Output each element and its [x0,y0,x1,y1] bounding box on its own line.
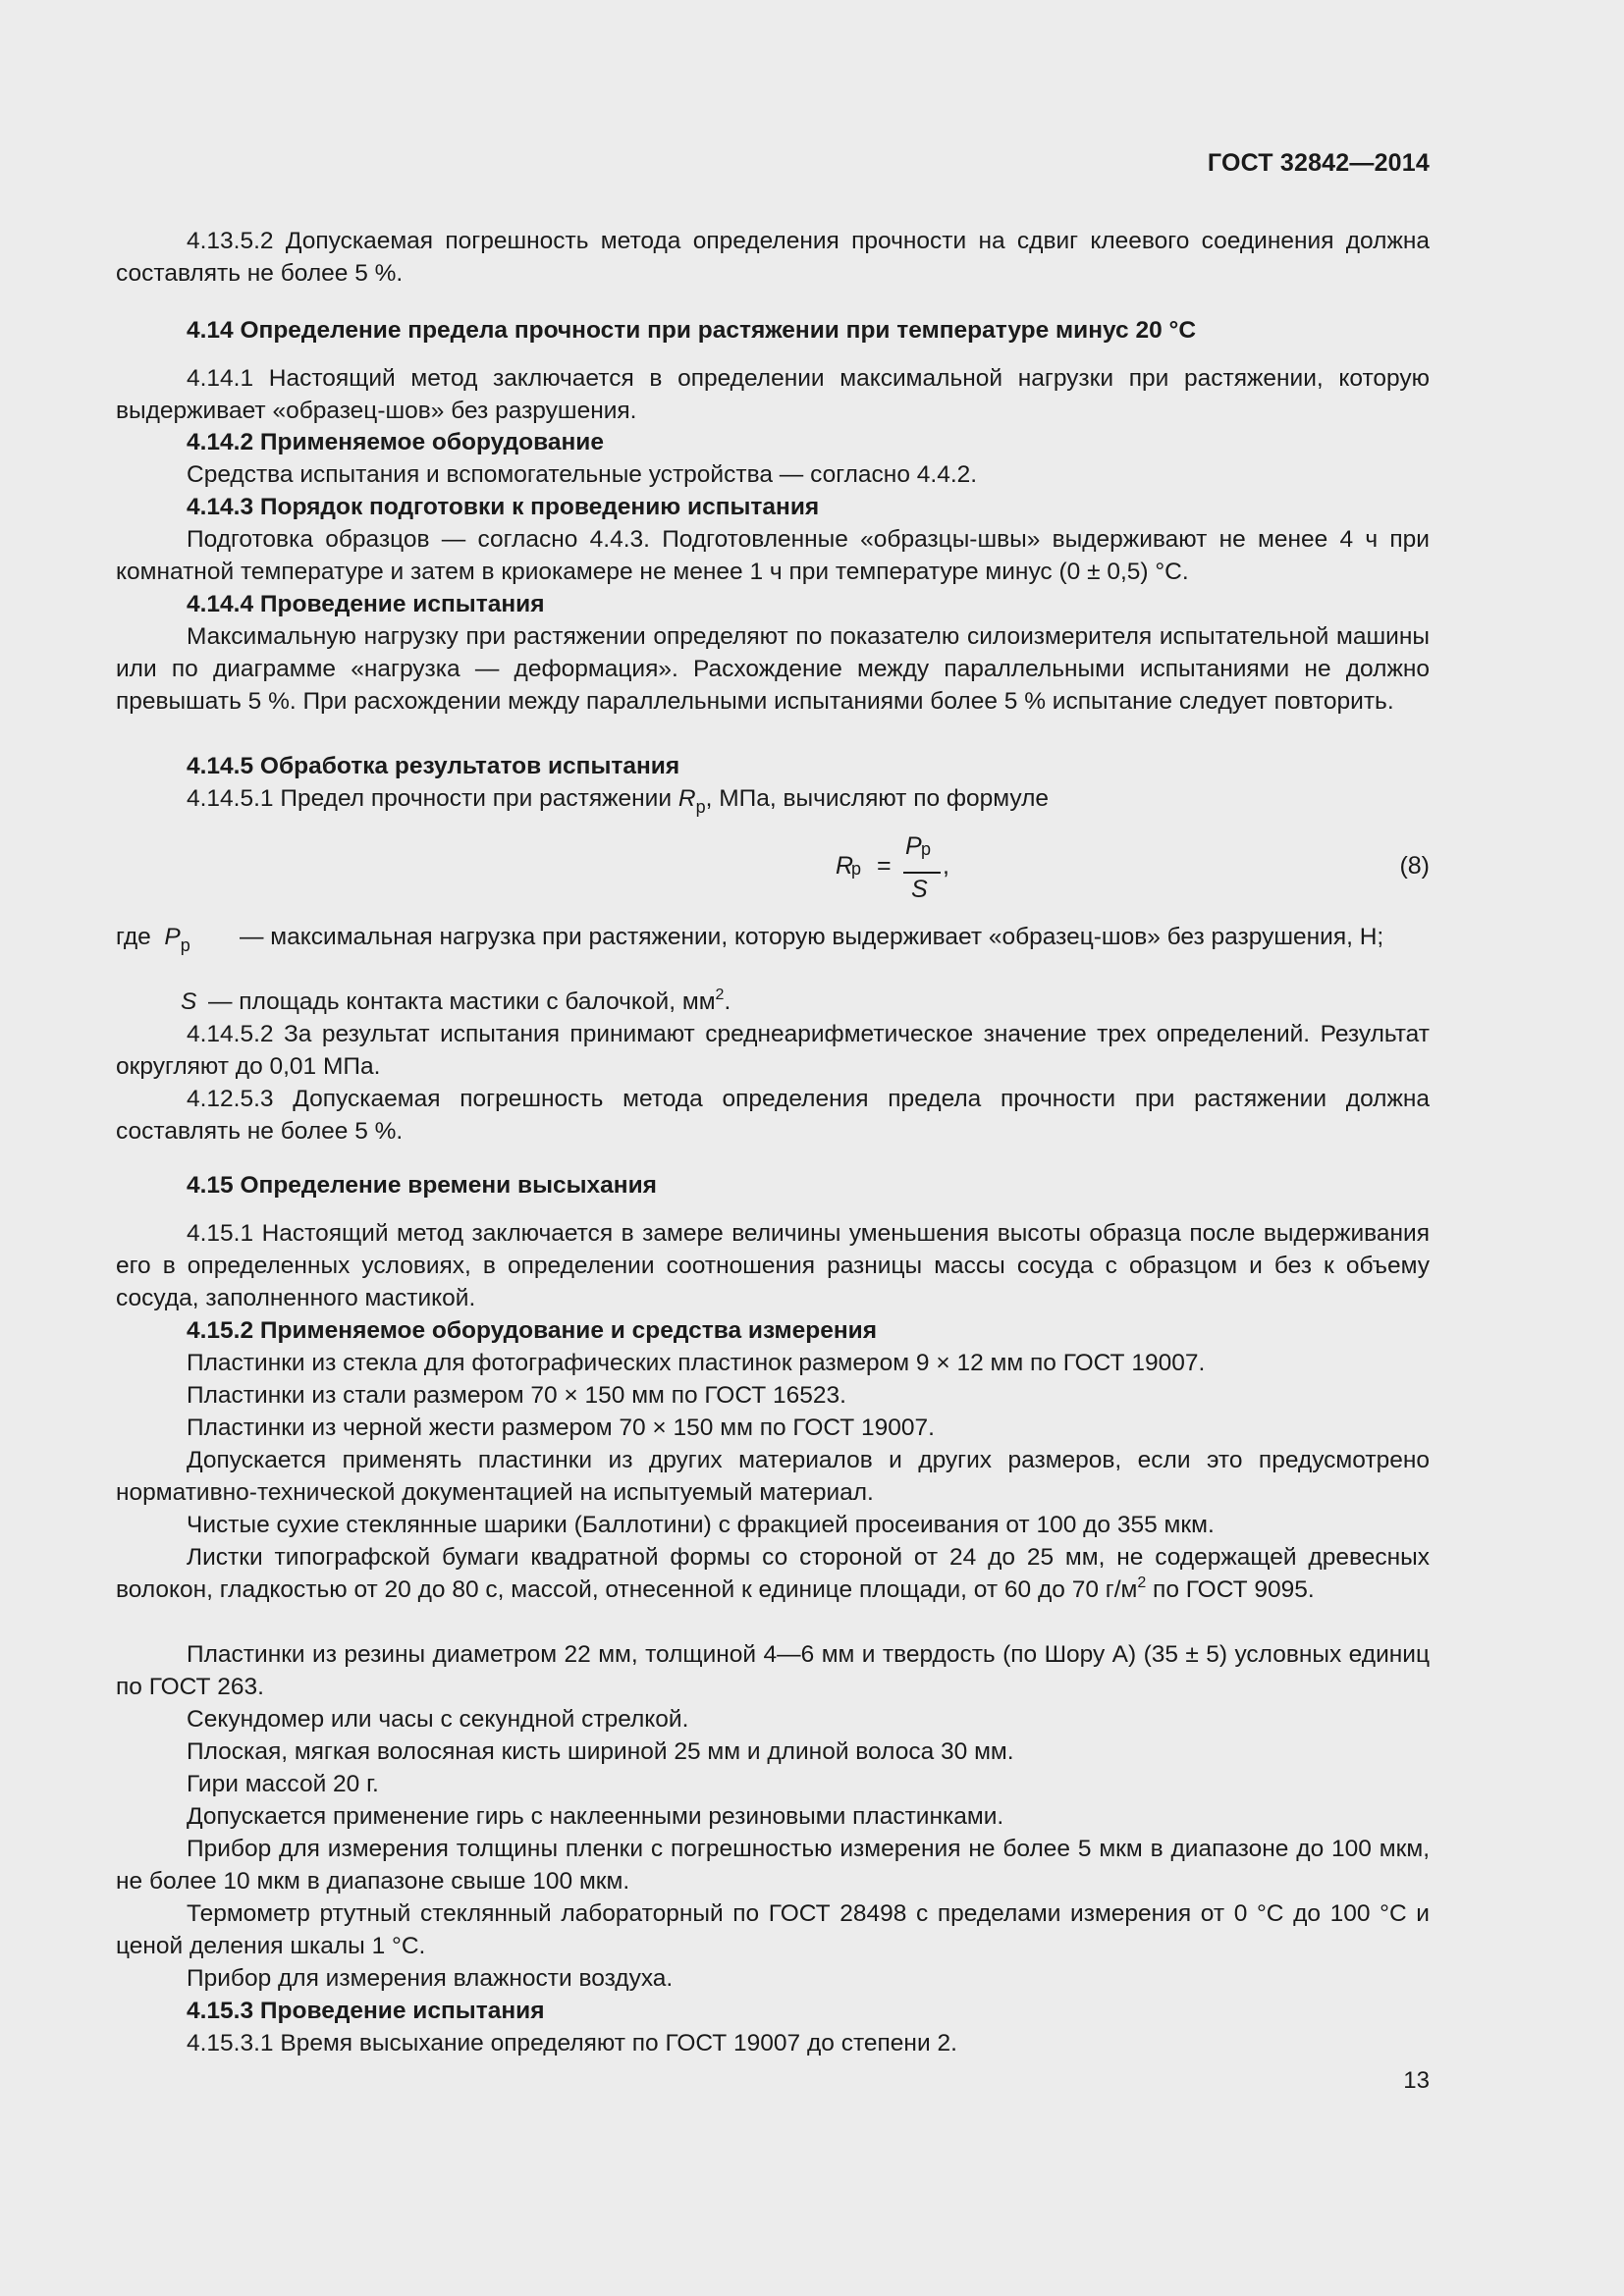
equipment-item-8: Секундомер или часы с секундной стрелкой. [187,1706,689,1733]
equipment-item-6: Листки типографской бумаги квадратной формы со стороной от 24 до 25 мм, не содержащей древесных волокон, гладкостью от 20 до 80 с, массой, отнесенной к единице площади, от 60 до 70 $г/м^2$ по ГОСТ 9095. [116,1544,1430,1603]
paragraph-4-14-4: Максимальную нагрузку при растяжении определяют по показателю силоизмерителя испытательной машины или по диаграмме «нагрузка — деформация». Расхождение между параллельными испытаниями не должно превышать 5 %. При расхождении между параллельными испытаниями более 5 % испытание следует повторить. [116,623,1430,715]
where-s-text: — площадь контакта мастики с балочкой, мм [208,988,716,1015]
where-s-var: S [181,988,197,1015]
standard-header: ГОСТ 32842—2014 [1207,149,1430,177]
where-p-var: P [164,924,181,950]
page-number: 13 [1403,2067,1430,2094]
formula-trailing-comma: , [943,852,949,880]
formula-den-var: S [911,876,928,903]
where-s-sup: 2 [715,987,725,1003]
where-p-sub: р [180,935,190,955]
paragraph-4-15-3-1: 4.15.3.1 Время высыхание определяют по ГОСТ 19007 до степени 2. [187,2030,957,2056]
paragraph-4-15-1: 4.15.1 Настоящий метод заключается в замере величины уменьшения высоты образца после выдерживания его в определенных условиях, в определении соотношения разницы массы сосуда с образцом и без к объему сосуда, заполненного мастикой. [116,1220,1430,1311]
formula-num-sub: р [921,839,932,859]
subheading-4-15-3: 4.15.3 Проведение испытания [187,1998,545,2024]
section-heading-4-15: 4.15 Определение времени высыхания [187,1172,657,1199]
subheading-4-14-2: 4.14.2 Применяемое оборудование [187,429,604,455]
equipment-item-1: Пластинки из стекла для фотографических пластинок размером 9 × 12 мм по ГОСТ 19007. [187,1350,1206,1376]
where-p [116,921,1430,953]
equipment-item-11: Допускается применение гирь с наклеенными резиновыми пластинками. [187,1803,1004,1830]
equipment-item-5: Чистые сухие стеклянные шарики (Баллотини) с фракцией просеивания от 100 до 355 мкм. [187,1512,1215,1538]
equipment-item-14: Прибор для измерения влажности воздуха. [187,1965,674,1992]
where-p-text: — максимальная нагрузка при растяжении, которую выдерживает «образец-шов» без разрушения, Н; [240,924,1384,950]
formula-lhs-var: R [836,852,854,880]
equipment-item-10: Гири массой 20 г. [187,1771,379,1797]
paragraph-4-13-5-2: 4.13.5.2 Допускаемая погрешность метода определения прочности на сдвиг клеевого соединения должна составлять не более 5 %. [116,228,1430,287]
where-word: где [116,924,151,950]
subheading-4-14-3: 4.14.3 Порядок подготовки к проведению испытания [187,494,820,520]
paragraph-4-14-5-1: 4.14.5.1 Предел прочности при растяжении $R_р$, МПа, вычисляют по формуле [187,785,1050,817]
fraction-bar [903,872,941,874]
equipment-item-4: Допускается применять пластинки из других материалов и других размеров, если это предусмотрено нормативно-технической документацией на испытуемый материал. [116,1447,1430,1506]
paragraph-4-12-5-3: 4.12.5.3 Допускаемая погрешность метода определения предела прочности при растяжении должна составлять не более 5 %. [116,1086,1430,1145]
equipment-item-3: Пластинки из черной жести размером 70 × 150 мм по ГОСТ 19007. [187,1415,935,1441]
paragraph-4-14-5-2: 4.14.5.2 За результат испытания принимают среднеарифметическое значение трех определений. Результат округляют до 0,01 МПа. [116,1021,1430,1080]
formula-equals: = [877,852,892,880]
paragraph-4-14-2: Средства испытания и вспомогательные устройства — согласно 4.4.2. [187,461,978,488]
equipment-item-7: Пластинки из резины диаметром 22 мм, толщиной 4—6 мм и твердость (по Шору А) (35 ± 5) условных единиц по ГОСТ 263. [116,1641,1430,1700]
equipment-item-2: Пластинки из стали размером 70 × 150 мм по ГОСТ 16523. [187,1382,846,1409]
paragraph-4-14-1: 4.14.1 Настоящий метод заключается в определении максимальной нагрузки при растяжении, которую выдерживает «образец-шов» без разрушения. [116,365,1430,424]
formula-8 [720,832,975,911]
equipment-item-9: Плоская, мягкая волосяная кисть шириной 25 мм и длиной волоса 30 мм. [187,1738,1014,1765]
section-heading-4-14: 4.14 Определение предела прочности при растяжении при температуре минус 20 °С [187,317,1197,344]
paragraph-4-14-3: Подготовка образцов — согласно 4.4.3. Подготовленные «образцы-швы» выдерживают не менее 4 ч при комнатной температуре и затем в криокамере не менее 1 ч при температуре минус (0 ± 0,5) °С. [116,526,1430,585]
formula-num-var: P [905,832,922,860]
subheading-4-14-4: 4.14.4 Проведение испытания [187,591,545,617]
equipment-item-12: Прибор для измерения толщины пленки с погрешностью измерения не более 5 мкм в диапазоне до 100 мкм, не более 10 мкм в диапазоне свыше 100 мкм. [116,1836,1430,1895]
subheading-4-15-2: 4.15.2 Применяемое оборудование и средства измерения [187,1317,878,1344]
equipment-item-13: Термометр ртутный стеклянный лабораторный по ГОСТ 28498 с пределами измерения от 0 °С до 100 °С и ценой деления шкалы 1 °С. [116,1900,1430,1959]
formula-number: (8) [1399,852,1430,880]
formula-lhs-sub: р [851,859,862,879]
subheading-4-14-5: 4.14.5 Обработка результатов испытания [187,753,680,779]
where-s: S — площадь контакта мастики с балочкой, $мм^2$. [181,987,731,1015]
